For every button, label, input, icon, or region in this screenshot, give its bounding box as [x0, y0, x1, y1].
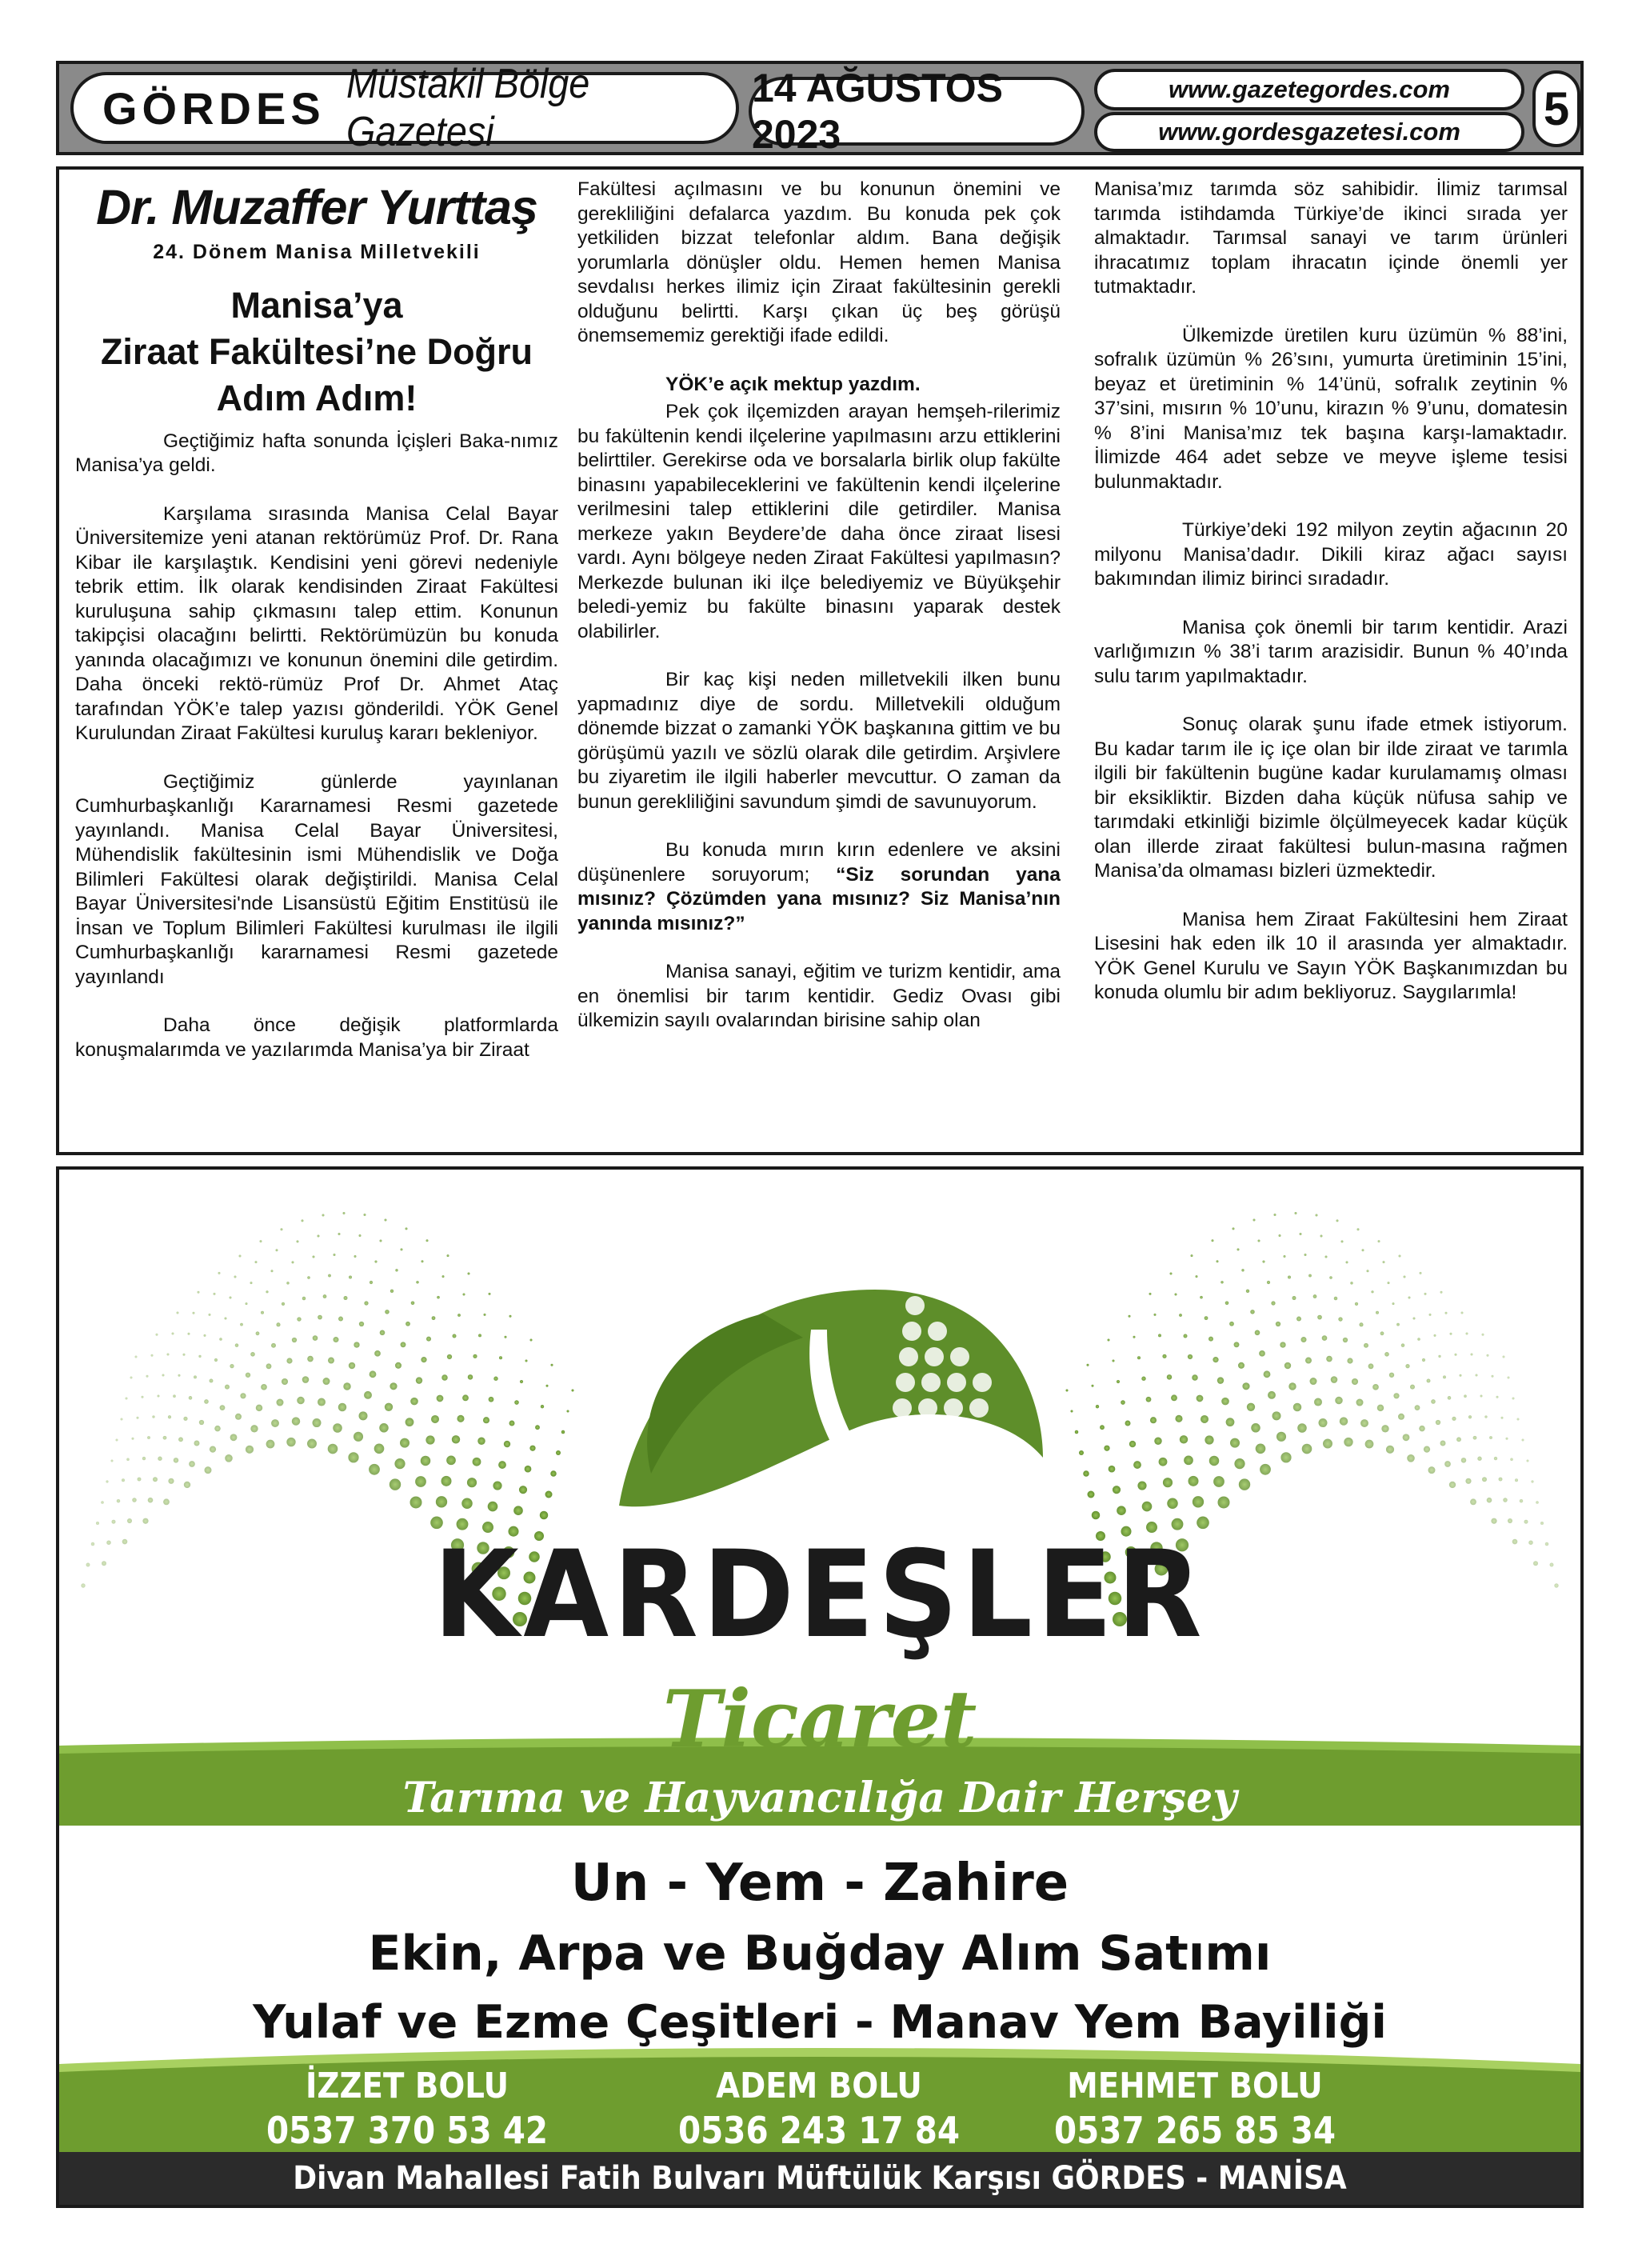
- paragraph: Geçtiğimiz hafta sonunda İçişleri Baka-nımız Manisa’ya geldi.: [75, 430, 558, 476]
- paragraph: Sonuç olarak şunu ifade etmek istiyorum. Bu kadar tarım ile iç içe olan bir ilde ziraat ve tarımla ilgili bir fakültenin bugüne kadar kurulamamış olması bir eksikliktir. Bizden daha küçük nüfusa sahip ve tarımdaki etkinliği bizimle ölçülmeyecek kadar küçük olan illerde ziraat fakültesi bulun-masına rağmen Manisa’da olmaması bizleri üzmektedir.: [1094, 714, 1568, 882]
- paragraph: Manisa’mız tarımda söz sahibidir. İlimiz tarımsal tarımda istihdamda Türkiye’de ikinci sırada yer almaktadır. Tarımsal sanayi ve tarım ürünleri ihracatımız toplam ihracatın içinde önemli yer tutmaktadır.: [1094, 178, 1568, 298]
- paragraph: Bir kaç kişi neden milletvekili ilken bunu yapmadınız diye de sordu. Milletvekili olduğum dönemde bizzat o zamanki YÖK başkanına gittim ve bu görüşümü yazılı ve sözlü olarak dile getirdim. Arşivlere bu ziyaretim ile ilgili haberler mevcuttur. O zaman da bunun gerekliliğini savundum şimdi de savunuyorum.: [577, 669, 1061, 813]
- page-number: 5: [1532, 70, 1580, 147]
- headline-line-3: Adım Adım!: [216, 377, 417, 418]
- paragraph: Fakültesi açılmasını ve bu konunun önemini ve gerekliliğini defalarca yazdım. Bu konuda pek çok yetkiliden bizzat telefonlar aldım. Bana değişik yorumlarla dönüşler oldu. Hemen hemen Manisa sevdalısı herkes ilimiz için Ziraat fakültesinin gerekli olduğunu belirtti. Karşı çıkan üç beş görüşü önemsememiz gerektiği ifade edildi.: [577, 178, 1061, 346]
- paragraph: Türkiye’deki 192 milyon zeytin ağacının 20 milyonu Manisa’dadır. Dikili kiraz ağacı sayısı bakımından ilimiz birinci sıradadır.: [1094, 519, 1568, 590]
- contact-name: İZZET BOLU: [305, 2066, 509, 2106]
- article-column-3: [1094, 178, 1568, 1146]
- wheat-leaf-logo-icon: [619, 1290, 1043, 1514]
- paragraph: Ülkemizde üretilen kuru üzümün % 88’ini, sofralık üzümün % 26’sını, yumurta üretiminin 15’ini, beyaz et üretiminin % 14’ünü, sofralık zeytinin % 37’sini, mısırın % 10’unu, kirazın % 9’unu, domatesin % 8’ini Manisa’mız tek başına karşı-lamaktadır. İlimizde 464 adet sebze ve meyve işleme tesisi bulunmaktadır.: [1094, 324, 1568, 493]
- ad-products-line-2: Ekin, Arpa ve Buğday Alım Satımı: [368, 1926, 1272, 1982]
- website-link-1[interactable]: www.gazetegordes.com: [1094, 69, 1524, 110]
- ad-address: Divan Mahallesi Fatih Bulvarı Müftülük Karşısı GÖRDES - MANİSA: [293, 2160, 1347, 2197]
- paragraph: Karşılama sırasında Manisa Celal Bayar Üniversitemize yeni atanan rektörümüz Prof. Dr. Rana Kibar ile karşılaştık. Kendisini yeni görevi nedeniyle tebrik ettim. İlk olarak kendisinden Ziraat Fakültesi kuruluşuna sahip çıkmasını talep ettim. Konunun takipçisi olacağını belirtti. Rektörümüzün bu konuda yanında olacağımızı ve konunun önemini dile getirdim. Daha önceki rektö-rümüz Prof Dr. Ahmet Ataç tarafından YÖK’e talep yazısı gönderildi. YÖK Genel Kurulundan Ziraat Fakültesi kuruluş kararı bekleniyor.: [75, 502, 558, 744]
- newspaper-name-box: [70, 61, 739, 155]
- headline-line-1: Manisa’ya: [230, 284, 403, 326]
- newspaper-brand: GÖRDES: [102, 82, 326, 134]
- paragraph: Manisa sanayi, eğitim ve turizm kentidir, ama en önemlisi bir tarım kentidir. Gediz Ovası gibi ülkemizin sayılı ovalarından birisine sahip olan: [577, 961, 1061, 1031]
- article-headline: [75, 282, 558, 422]
- contact-name: MEHMET BOLU: [1067, 2066, 1323, 2106]
- paragraph-text: Bu konuda mırın kırın edenlere ve aksini düşünenlere soruyorum;: [577, 839, 1061, 886]
- paragraph: [577, 838, 1061, 936]
- ad-tagline: Tarıma ve Hayvancılığa Dair Herşey: [402, 1774, 1237, 1822]
- ad-company-name: KARDEŞLER: [433, 1526, 1207, 1665]
- article-column-2: [577, 178, 1061, 1146]
- article-subhead: YÖK’e açık mektup yazdım.: [665, 373, 921, 395]
- paragraph: Pek çok ilçemizden arayan hemşeh-rilerimiz bu fakültenin kendi ilçelerine yapılmasını arzu ettiklerini belirttiler. Gerekirse oda ve borsalarla birlik olup fakülte binasını yapabileceklerini ve fakültenin kendi ilçelerine verilmesini talep ettiklerini dile getirdiler. Manisa merkeze yakın Beydere’de daha önce ziraat lisesi vardı. Aynı bölgeye neden Ziraat Fakültesi yapılmasın? Merkezde bulunan iki ilçe belediyemiz ve Büyükşehir beledi-yemiz bu fakülte binasını yaparak destek olabilirler.: [577, 401, 1061, 642]
- contact-phone[interactable]: 0537 265 85 34: [1053, 2109, 1336, 2152]
- ad-company-type: Ticaret: [662, 1674, 977, 1766]
- contact-name: ADEM BOLU: [716, 2066, 922, 2106]
- contact-adem: [643, 2066, 995, 2154]
- contact-phone[interactable]: 0536 243 17 84: [677, 2109, 961, 2152]
- ad-contacts: [59, 2066, 1580, 2154]
- newspaper-subtitle: Müstakil Bölge Gazetesi: [346, 61, 590, 155]
- contact-izzet: [231, 2066, 583, 2154]
- advertisement: [56, 1166, 1584, 2208]
- paragraph: Manisa hem Ziraat Fakültesini hem Ziraat Lisesini hak eden ilk 10 il arasında yer almaktadır. YÖK Genel Kurulu ve Sayın YÖK Başkanımızdan bu konuda olumlu bir adım bekliyoruz. Saygılarımla!: [1094, 908, 1568, 1003]
- author-role: 24. Dönem Manisa Milletvekili: [153, 241, 481, 263]
- issue-date: 14 AĞUSTOS 2023: [749, 77, 1085, 146]
- bold-quote: “Siz sorundan yana mısınız? Çözümden yana mısınız? Siz Manisa’nın yanında mısınız?”: [577, 863, 1061, 934]
- headline-line-2: Ziraat Fakültesi’ne Doğru: [100, 330, 533, 372]
- contact-mehmet: [1019, 2066, 1371, 2154]
- ad-products-line-1: Un - Yem - Zahire: [570, 1854, 1069, 1913]
- article-author: Dr. Muzaffer Yurttaş: [96, 180, 537, 234]
- article-box: [56, 166, 1584, 1155]
- paragraph: Daha önce değişik platformlarda konuşmalarımda ve yazılarımda Manisa’ya bir Ziraat: [75, 1014, 558, 1061]
- paragraph: Manisa çok önemli bir tarım kentidir. Arazi varlığımızın % 38’i tarım arazisidir. Bunun % 40’ında sulu tarım yapılmaktadır.: [1094, 616, 1568, 687]
- paragraph: Geçtiğimiz günlerde yayınlanan Cumhurbaşkanlığı Kararnamesi Resmi gazetede yayınlandı. Manisa Celal Bayar Üniversitesi, Mühendislik fakültesinin ismi Mühendislik ve Doğa Bilimleri Fakültesi olarak değiştirildi. Manisa Celal Bayar Üniversitesi'nde Lisansüstü Eğitim Enstitüsü ile İnsan ve Toplum Bilimleri Fakültesi kurulması ile ilgili Cumhurbaşkanlığı kararnamesi Resmi gazetede yayınlandı: [75, 770, 558, 988]
- ad-products-line-3: Yulaf ve Ezme Çeşitleri - Manav Yem Bayiliği: [253, 1996, 1387, 2049]
- masthead: [56, 61, 1584, 155]
- website-link-2[interactable]: www.gordesgazetesi.com: [1094, 112, 1524, 152]
- article-column-1: [75, 178, 558, 1146]
- contact-phone[interactable]: 0537 370 53 42: [266, 2109, 549, 2152]
